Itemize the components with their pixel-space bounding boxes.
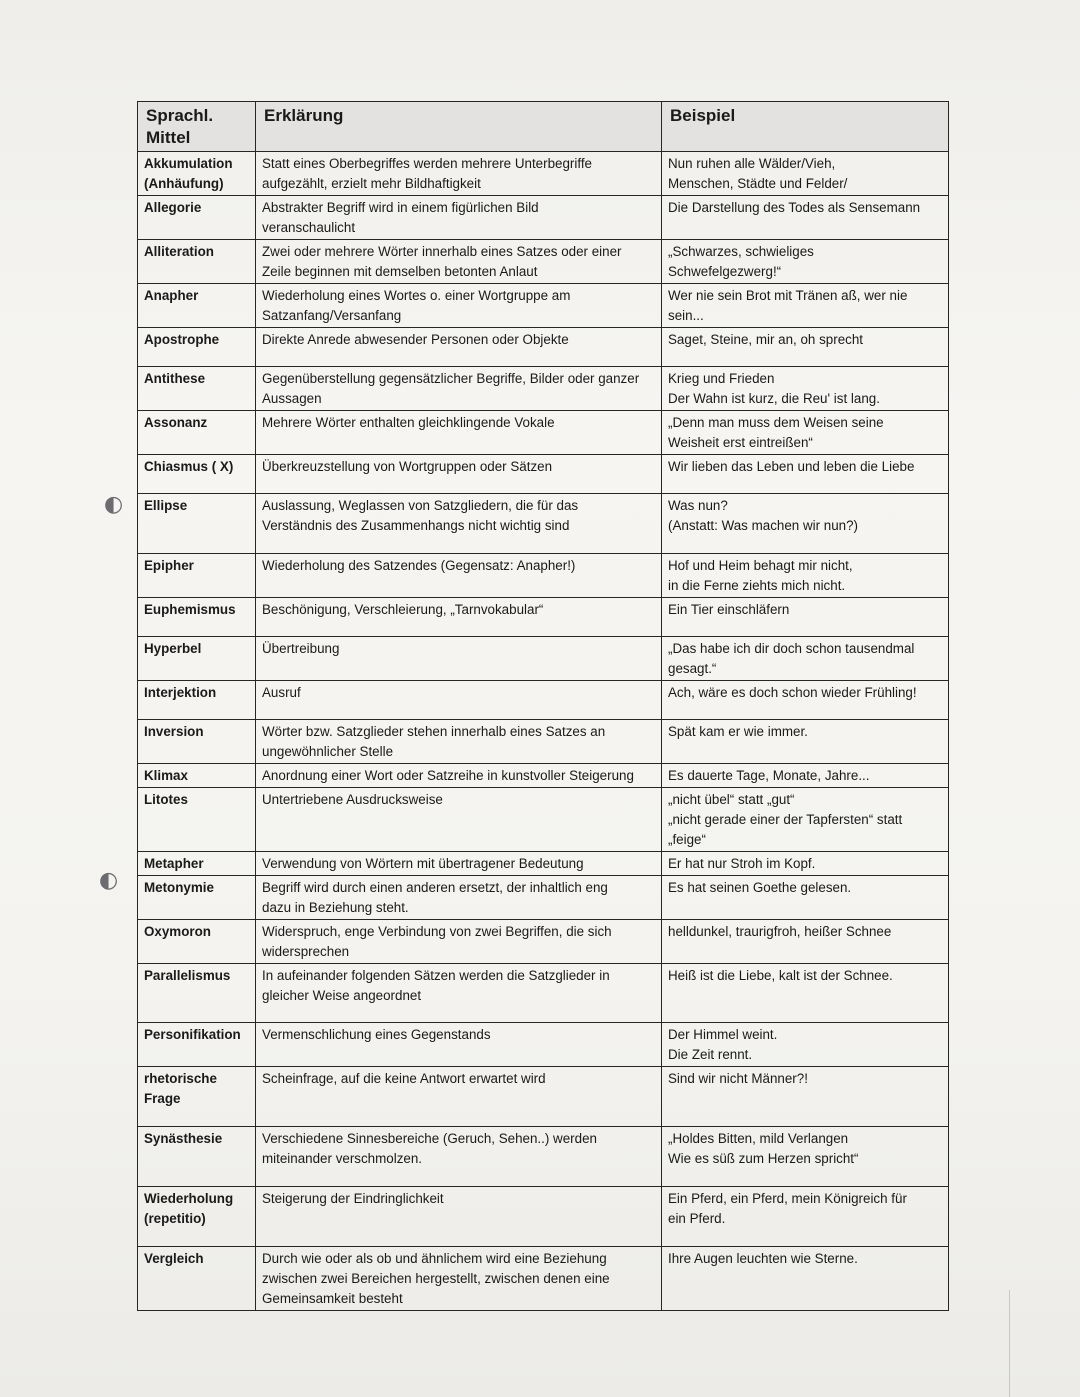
cell-text-line: Chiasmus ( X) (144, 459, 234, 474)
cell-text-line: Er hat nur Stroh im Kopf. (668, 856, 816, 871)
table-row (138, 876, 949, 920)
cell-text-line: (repetitio) (144, 1211, 206, 1226)
example-cell (662, 788, 949, 852)
example-cell (662, 681, 949, 720)
cell-text-line: in die Ferne ziehts mich nicht. (668, 578, 846, 593)
cell-text-line: „Schwarzes, schwieliges (668, 244, 814, 259)
cell-text-line: ein Pferd. (668, 1211, 726, 1226)
cell-text-line: Spät kam er wie immer. (668, 724, 808, 739)
cell-text-line: Beschönigung, Verschleierung, „Tarnvokabular“ (262, 602, 544, 617)
punch-hole-mark-icon: ◐ (104, 492, 124, 517)
explanation-cell (256, 494, 662, 554)
cell-text-line: Überkreuzstellung von Wortgruppen oder Sätzen (262, 459, 553, 474)
cell-text-line: Gegenüberstellung gegensätzlicher Begriffe, Bilder oder ganzer (262, 371, 640, 386)
cell-text-line: widersprechen (262, 944, 350, 959)
cell-text-line: Satzanfang/Versanfang (262, 308, 402, 323)
cell-text-line: Scheinfrage, auf die keine Antwort erwartet wird (262, 1071, 546, 1086)
cell-text-line: Hyperbel (144, 641, 202, 656)
cell-text-line: Begriff wird durch einen anderen ersetzt, der inhaltlich eng (262, 880, 608, 895)
explanation-cell (256, 1127, 662, 1187)
cell-text-line: Verschiedene Sinnesbereiche (Geruch, Sehen..) werden (262, 1131, 597, 1146)
table-row (138, 411, 949, 455)
cell-text-line: Die Darstellung des Todes als Sensemann (668, 200, 921, 215)
cell-text-line: Hof und Heim behagt mir nicht, (668, 558, 853, 573)
table-row (138, 554, 949, 598)
cell-text-line: Antithese (144, 371, 206, 386)
device-name-cell (138, 1023, 256, 1067)
cell-text-line: Abstrakter Begriff wird in einem figürlichen Bild (262, 200, 539, 215)
cell-text-line: sein... (668, 308, 704, 323)
cell-text-line: Was nun? (668, 498, 728, 513)
device-name-cell (138, 852, 256, 876)
cell-text-line: zwischen zwei Bereichen hergestellt, zwischen denen eine (262, 1271, 610, 1286)
explanation-cell (256, 554, 662, 598)
example-cell (662, 1023, 949, 1067)
cell-text-line: Es dauerte Tage, Monate, Jahre... (668, 768, 870, 783)
cell-text-line: Epipher (144, 558, 194, 573)
table-row (138, 1127, 949, 1187)
cell-text-line: Assonanz (144, 415, 208, 430)
device-name-cell (138, 240, 256, 284)
cell-text-line: Die Zeit rennt. (668, 1047, 753, 1062)
table-row (138, 681, 949, 720)
cell-text-line: Verständnis des Zusammenhangs nicht wichtig sind (262, 518, 570, 533)
device-name-cell (138, 367, 256, 411)
explanation-cell (256, 920, 662, 964)
scan-edge-line (1009, 1290, 1010, 1397)
table-row (138, 196, 949, 240)
example-cell (662, 367, 949, 411)
cell-text-line: Saget, Steine, mir an, oh sprecht (668, 332, 864, 347)
cell-text-line: Ein Tier einschläfern (668, 602, 790, 617)
explanation-cell (256, 328, 662, 367)
cell-text-line: „Das habe ich dir doch schon tausendmal (668, 641, 915, 656)
cell-text-line: Wiederholung (144, 1191, 234, 1206)
cell-text-line: (Anhäufung) (144, 176, 224, 191)
device-name-cell (138, 494, 256, 554)
cell-text-line: Ellipse (144, 498, 188, 513)
example-cell (662, 920, 949, 964)
device-name-cell (138, 1247, 256, 1311)
table-row (138, 1067, 949, 1127)
device-name-cell (138, 964, 256, 1023)
cell-text-line: Oxymoron (144, 924, 211, 939)
cell-text-line: ungewöhnlicher Stelle (262, 744, 394, 759)
cell-text-line: Zeile beginnen mit demselben betonten Anlaut (262, 264, 538, 279)
table-row (138, 367, 949, 411)
cell-text-line: Steigerung der Eindringlichkeit (262, 1191, 444, 1206)
device-name-cell (138, 681, 256, 720)
explanation-cell (256, 637, 662, 681)
device-name-cell (138, 637, 256, 681)
stylistic-devices-table (137, 101, 949, 1311)
cell-text-line: Direkte Anrede abwesender Personen oder Objekte (262, 332, 569, 347)
example-cell (662, 876, 949, 920)
example-cell (662, 554, 949, 598)
cell-text-line: Alliteration (144, 244, 214, 259)
table-row (138, 598, 949, 637)
cell-text-line: „nicht übel“ statt „gut“ (668, 792, 795, 807)
example-cell (662, 1247, 949, 1311)
cell-text-line: Wörter bzw. Satzglieder stehen innerhalb eines Satzes an (262, 724, 606, 739)
cell-text-line: rhetorische (144, 1071, 217, 1086)
device-name-cell (138, 1067, 256, 1127)
table-row (138, 1023, 949, 1067)
device-name-cell (138, 328, 256, 367)
explanation-cell (256, 788, 662, 852)
device-name-cell (138, 720, 256, 764)
example-cell (662, 240, 949, 284)
cell-text-line: Ausruf (262, 685, 301, 700)
explanation-cell (256, 152, 662, 196)
cell-text-line: Widerspruch, enge Verbindung von zwei Begriffen, die sich (262, 924, 612, 939)
cell-text-line: Akkumulation (144, 156, 233, 171)
cell-text-line: Klimax (144, 768, 188, 783)
punch-hole-mark-icon: ◐ (99, 868, 119, 893)
cell-text-line: Ach, wäre es doch schon wieder Frühling! (668, 685, 917, 700)
cell-text-line: Vermenschlichung eines Gegenstands (262, 1027, 491, 1042)
cell-text-line: Verwendung von Wörtern mit übertragener Bedeutung (262, 856, 584, 871)
cell-text-line: miteinander verschmolzen. (262, 1151, 423, 1166)
cell-text-line: „feige“ (668, 832, 706, 847)
table-body (138, 152, 949, 1311)
table-row (138, 284, 949, 328)
explanation-cell (256, 196, 662, 240)
cell-text-line: (Anstatt: Was machen wir nun?) (668, 518, 859, 533)
example-cell (662, 494, 949, 554)
explanation-cell (256, 367, 662, 411)
table-row (138, 964, 949, 1023)
cell-text-line: Parallelismus (144, 968, 231, 983)
device-name-cell (138, 1187, 256, 1247)
cell-text-line: Vergleich (144, 1251, 204, 1266)
explanation-cell (256, 876, 662, 920)
header-term: Sprachl. Mittel (138, 102, 256, 152)
cell-text-line: Interjektion (144, 685, 217, 700)
cell-text-line: Mehrere Wörter enthalten gleichklingende Vokale (262, 415, 555, 430)
example-cell (662, 637, 949, 681)
table-row (138, 152, 949, 196)
table-row (138, 788, 949, 852)
cell-text-line: „Holdes Bitten, mild Verlangen (668, 1131, 849, 1146)
cell-text-line: Wer nie sein Brot mit Tränen aß, wer nie (668, 288, 908, 303)
table-row (138, 637, 949, 681)
example-cell (662, 152, 949, 196)
table-row (138, 852, 949, 876)
example-cell (662, 455, 949, 494)
cell-text-line: Ihre Augen leuchten wie Sterne. (668, 1251, 858, 1266)
cell-text-line: Krieg und Frieden (668, 371, 775, 386)
explanation-cell (256, 720, 662, 764)
device-name-cell (138, 196, 256, 240)
explanation-cell (256, 240, 662, 284)
cell-text-line: Untertriebene Ausdrucksweise (262, 792, 443, 807)
header-example: Beispiel (662, 102, 949, 152)
explanation-cell (256, 681, 662, 720)
cell-text-line: „nicht gerade einer der Tapfersten“ statt (668, 812, 903, 827)
cell-text-line: Menschen, Städte und Felder/ (668, 176, 848, 191)
cell-text-line: Personifikation (144, 1027, 241, 1042)
example-cell (662, 598, 949, 637)
device-name-cell (138, 598, 256, 637)
cell-text-line: Der Wahn ist kurz, die Reu' ist lang. (668, 391, 880, 406)
cell-text-line: Nun ruhen alle Wälder/Vieh, (668, 156, 836, 171)
cell-text-line: Metonymie (144, 880, 214, 895)
device-name-cell (138, 411, 256, 455)
cell-text-line: Metapher (144, 856, 204, 871)
cell-text-line: Ein Pferd, ein Pferd, mein Königreich für (668, 1191, 907, 1206)
device-name-cell (138, 788, 256, 852)
device-name-cell (138, 1127, 256, 1187)
example-cell (662, 852, 949, 876)
cell-text-line: Wiederholung eines Wortes o. einer Wortgruppe am (262, 288, 571, 303)
example-cell (662, 1127, 949, 1187)
cell-text-line: Sind wir nicht Männer?! (668, 1071, 808, 1086)
explanation-cell (256, 1187, 662, 1247)
device-name-cell (138, 152, 256, 196)
example-cell (662, 328, 949, 367)
cell-text-line: Es hat seinen Goethe gelesen. (668, 880, 852, 895)
cell-text-line: Der Himmel weint. (668, 1027, 778, 1042)
example-cell (662, 284, 949, 328)
explanation-cell (256, 764, 662, 788)
table-row (138, 1187, 949, 1247)
example-cell (662, 720, 949, 764)
cell-text-line: Wiederholung des Satzendes (Gegensatz: Anapher!) (262, 558, 576, 573)
cell-text-line: Durch wie oder als ob und ähnlichem wird eine Beziehung (262, 1251, 607, 1266)
example-cell (662, 411, 949, 455)
table-row (138, 764, 949, 788)
cell-text-line: In aufeinander folgenden Sätzen werden die Satzglieder in (262, 968, 610, 983)
cell-text-line: Apostrophe (144, 332, 220, 347)
cell-text-line: Wie es süß zum Herzen spricht“ (668, 1151, 859, 1166)
cell-text-line: Anapher (144, 288, 199, 303)
header-explanation: Erklärung (256, 102, 662, 152)
cell-text-line: gleicher Weise angeordnet (262, 988, 422, 1003)
table-row (138, 328, 949, 367)
cell-text-line: aufgezählt, erzielt mehr Bildhaftigkeit (262, 176, 481, 191)
cell-text-line: Statt eines Oberbegriffes werden mehrere Unterbegriffe (262, 156, 592, 171)
cell-text-line: Gemeinsamkeit besteht (262, 1291, 403, 1306)
cell-text-line: Weisheit erst eintreißen“ (668, 435, 813, 450)
example-cell (662, 1187, 949, 1247)
cell-text-line: Synästhesie (144, 1131, 223, 1146)
device-name-cell (138, 284, 256, 328)
explanation-cell (256, 455, 662, 494)
example-cell (662, 764, 949, 788)
device-name-cell (138, 455, 256, 494)
table-row (138, 1247, 949, 1311)
explanation-cell (256, 852, 662, 876)
explanation-cell (256, 964, 662, 1023)
table-row (138, 920, 949, 964)
table-row (138, 240, 949, 284)
cell-text-line: Zwei oder mehrere Wörter innerhalb eines Satzes oder einer (262, 244, 622, 259)
cell-text-line: veranschaulicht (262, 220, 356, 235)
explanation-cell (256, 1023, 662, 1067)
device-name-cell (138, 920, 256, 964)
table-row (138, 720, 949, 764)
cell-text-line: Frage (144, 1091, 181, 1106)
explanation-cell (256, 598, 662, 637)
example-cell (662, 1067, 949, 1127)
explanation-cell (256, 284, 662, 328)
cell-text-line: Aussagen (262, 391, 322, 406)
cell-text-line: dazu in Beziehung steht. (262, 900, 409, 915)
cell-text-line: Inversion (144, 724, 204, 739)
cell-text-line: gesagt.“ (668, 661, 717, 676)
example-cell (662, 964, 949, 1023)
cell-text-line: „Denn man muss dem Weisen seine (668, 415, 884, 430)
table-header (138, 102, 949, 152)
cell-text-line: Euphemismus (144, 602, 236, 617)
cell-text-line: Auslassung, Weglassen von Satzgliedern, die für das (262, 498, 579, 513)
explanation-cell (256, 1067, 662, 1127)
cell-text-line: Anordnung einer Wort oder Satzreihe in kunstvoller Steigerung (262, 768, 634, 783)
cell-text-line: Allegorie (144, 200, 202, 215)
table-row (138, 455, 949, 494)
cell-text-line: Übertreibung (262, 641, 340, 656)
cell-text-line: Heiß ist die Liebe, kalt ist der Schnee. (668, 968, 893, 983)
device-name-cell (138, 554, 256, 598)
cell-text-line: helldunkel, traurigfroh, heißer Schnee (668, 924, 892, 939)
example-cell (662, 196, 949, 240)
explanation-cell (256, 411, 662, 455)
table-row (138, 494, 949, 554)
explanation-cell (256, 1247, 662, 1311)
cell-text-line: Wir lieben das Leben und leben die Liebe (668, 459, 915, 474)
device-name-cell (138, 764, 256, 788)
cell-text-line: Schwefelgezwerg!“ (668, 264, 782, 279)
device-name-cell (138, 876, 256, 920)
cell-text-line: Litotes (144, 792, 188, 807)
